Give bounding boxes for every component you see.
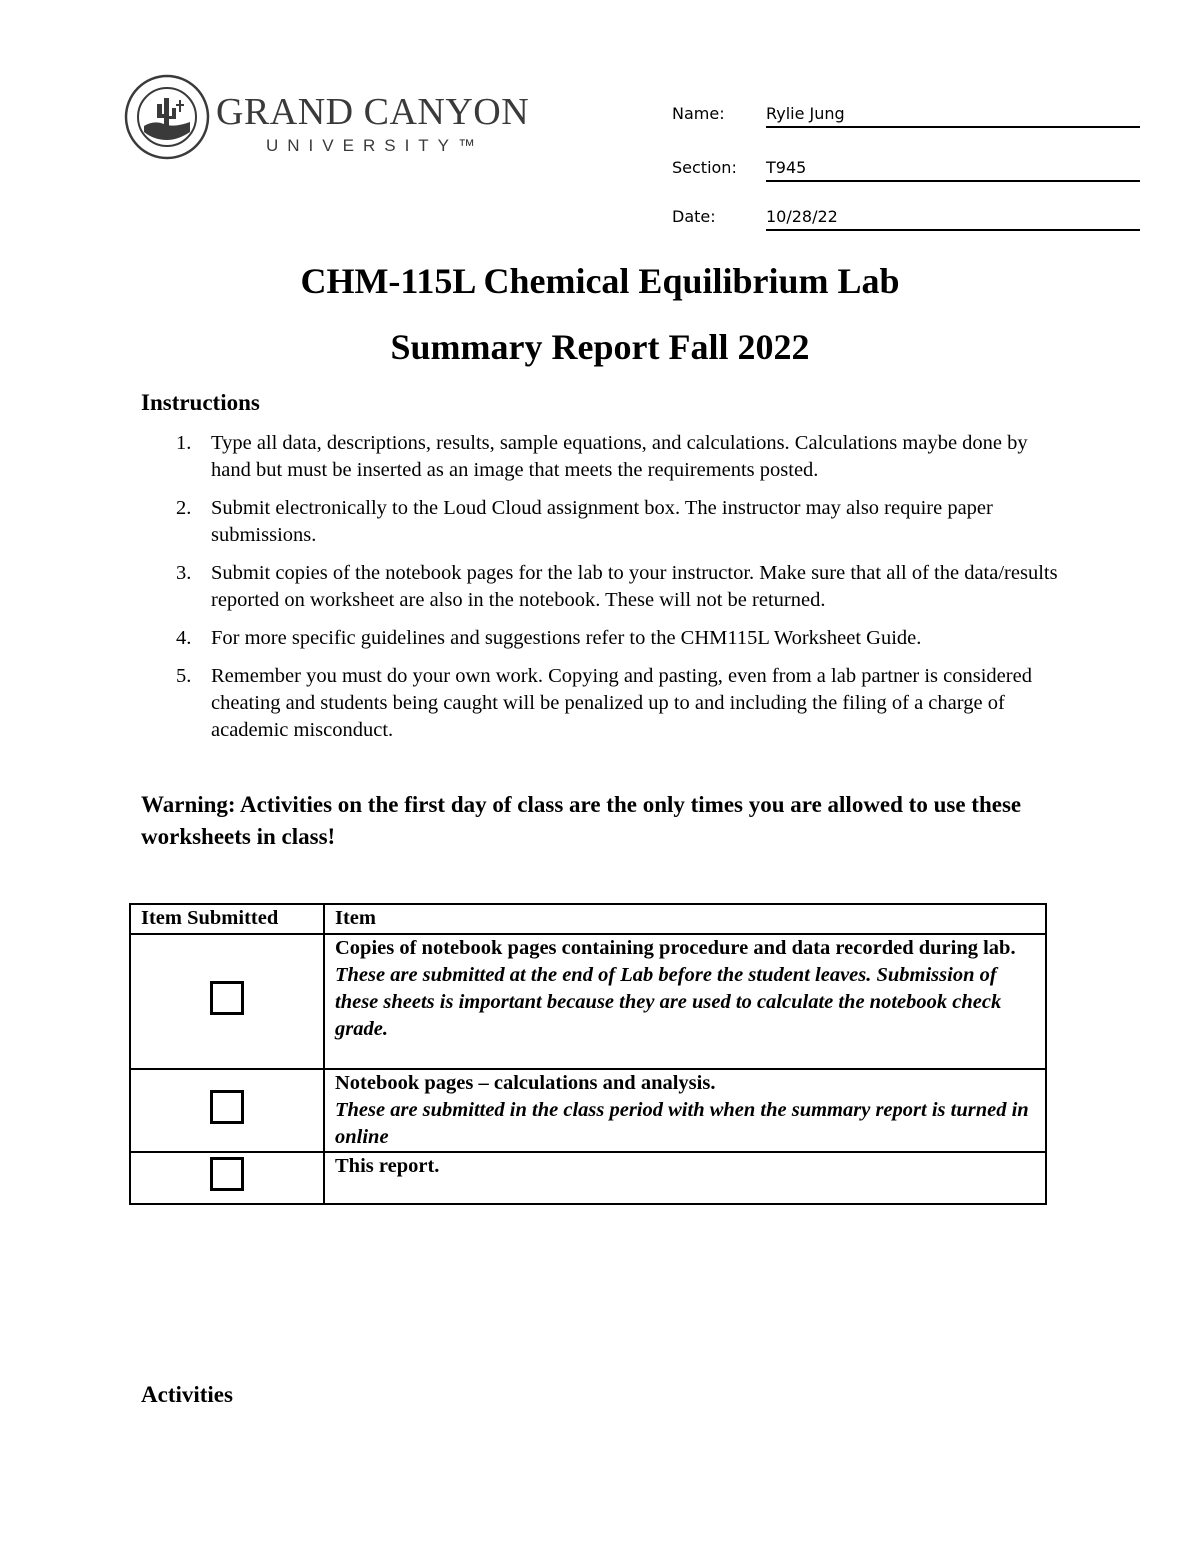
section-field [672, 158, 1140, 182]
name-value: Rylie Jung [766, 104, 845, 123]
date-label: Date: [672, 207, 716, 226]
list-item [140, 430, 1070, 484]
table-row [130, 1152, 1046, 1204]
date-underline [766, 229, 1140, 231]
item-note: These are submitted at the end of Lab before the student leaves. Submission of these sheets is important because they are used to calculate the notebook check grade. [335, 964, 1002, 1040]
column-header-item-submitted: Item Submitted [130, 904, 324, 934]
university-seal-icon [124, 74, 210, 160]
name-field [672, 104, 1140, 128]
instructions-list [140, 430, 1070, 755]
page-subtitle: Summary Report Fall 2022 [390, 327, 810, 367]
list-item [140, 663, 1070, 744]
section-value: T945 [766, 158, 807, 177]
list-item [140, 495, 1070, 549]
item-title: Notebook pages – calculations and analysis. [335, 1072, 716, 1094]
instructions-heading: Instructions [141, 390, 260, 415]
item-cell [324, 934, 1046, 1069]
logo-subtitle: UNIVERSITY™ [266, 136, 485, 155]
item-text: Submit copies of the notebook pages for the lab to your instructor. Make sure that all of the data/results reported on worksheet are also in the notebook. These will not be returned. [211, 562, 1058, 611]
item-title: Copies of notebook pages containing procedure and data recorded during lab. [335, 937, 1016, 959]
date-value: 10/28/22 [766, 207, 838, 226]
list-item [140, 625, 1070, 652]
date-field [672, 207, 1140, 231]
submitted-checkbox[interactable] [210, 1090, 244, 1124]
checkbox-cell [130, 934, 324, 1069]
checkbox-cell [130, 1069, 324, 1152]
item-text: Remember you must do your own work. Copying and pasting, even from a lab partner is considered cheating and students being caught will be penalized up to and including the filing of a charge of academic misconduct. [211, 665, 1032, 741]
submitted-checkbox[interactable] [210, 1157, 244, 1191]
submission-table [129, 903, 1047, 1205]
item-number: 3. [176, 562, 192, 584]
name-label: Name: [672, 104, 725, 123]
logo-wordmark: GRAND CANYON [216, 91, 530, 133]
item-note: These are submitted in the class period with when the summary report is turned in online [335, 1099, 1029, 1148]
checkbox-cell [130, 1152, 324, 1204]
list-item [140, 560, 1070, 614]
item-title: This report. [335, 1155, 440, 1177]
column-header-item: Item [324, 904, 1046, 934]
item-number: 2. [176, 497, 192, 519]
activities-heading: Activities [141, 1382, 233, 1407]
table-row [130, 934, 1046, 1069]
section-underline [766, 180, 1140, 182]
section-label: Section: [672, 158, 737, 177]
item-text: For more specific guidelines and suggestions refer to the CHM115L Worksheet Guide. [211, 627, 922, 649]
item-text: Submit electronically to the Loud Cloud assignment box. The instructor may also require paper submissions. [211, 497, 993, 546]
table-row [130, 1069, 1046, 1152]
page-title: CHM-115L Chemical Equilibrium Lab [300, 261, 900, 301]
item-number: 1. [176, 432, 192, 454]
item-cell [324, 1152, 1046, 1204]
submitted-checkbox[interactable] [210, 981, 244, 1015]
name-underline [766, 126, 1140, 128]
item-cell [324, 1069, 1046, 1152]
table-header-row [130, 904, 1046, 934]
item-number: 5. [176, 665, 192, 687]
warning-text: Warning: Activities on the first day of class are the only times you are allowed to use these worksheets in class! [141, 792, 1022, 849]
item-number: 4. [176, 627, 192, 649]
university-logo [124, 74, 530, 160]
item-text: Type all data, descriptions, results, sample equations, and calculations. Calculations maybe done by hand but must be inserted as an image that meets the requirements posted. [211, 432, 1028, 481]
